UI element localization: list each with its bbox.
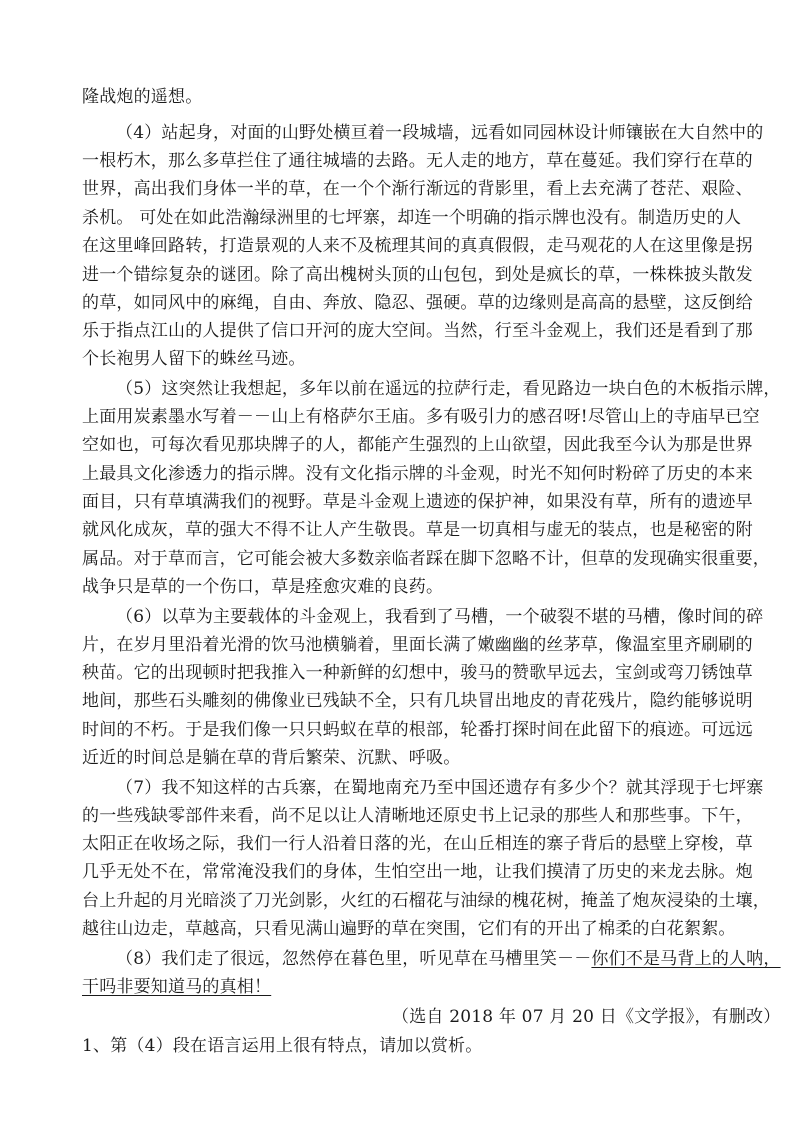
text-line: 上面用炭素墨水写着－－山上有格萨尔王庙。多有吸引力的感召呀!尽管山上的寺庙早已空 (82, 407, 760, 427)
text-line: 战争只是草的一个伤口，草是痊愈灾难的良药。 (82, 577, 444, 597)
text-line: 台上升起的月光暗淡了刀光剑影，火红的石榴花与油绿的槐花树，掩盖了炮灰浸染的土壤， (82, 891, 770, 911)
text-line: 杀机。 可处在如此浩瀚绿洲里的七坪寨，却连一个明确的指示牌也没有。制造历史的人 (82, 208, 742, 228)
underlined-quote-continued: 干吗非要知道马的真相！ (82, 977, 272, 997)
text-line: 空如也，可每次看见那块牌子的人，都能产生强烈的上山欲望，因此我至今认为那是世界 (82, 435, 753, 455)
paragraph-8-prefix: （8）我们走了很远，忽然停在暮色里，听见草在马槽里笑－－ (116, 949, 592, 969)
source-citation: （选自 2018 年 07 月 20 日《文学报》，有删改） (392, 1007, 781, 1027)
paragraph-6-start: （6）以草为主要载体的斗金观上，我看到了马槽，一个破裂不堪的马槽，像时间的碎 (116, 607, 764, 627)
text-line: 时间的不朽。于是我们像一只只蚂蚁在草的根部，轮番打探时间在此留下的痕迹。可远远 (82, 720, 753, 740)
question-1: 1、第（4）段在语言运用上很有特点，请加以赏析。 (82, 1036, 483, 1056)
text-line: 一根朽木，那么多草拦住了通往城墙的去路。无人走的地方，草在蔓延。我们穿行在草的 (82, 151, 753, 171)
text-line: 属品。对于草而言，它可能会被大多数亲临者踩在脚下忽略不计，但草的发现确实很重要， (82, 549, 770, 569)
text-line: 进一个错综复杂的谜团。除了高出槐树头顶的山包包，到处是疯长的草，一株株披头散发 (82, 265, 753, 285)
text-line: 近近的时间总是躺在草的背后繁荣、沉默、呼吸。 (82, 748, 461, 768)
text-line: 秧苗。它的出现顿时把我推入一种新鲜的幻想中，骏马的赞歌早远去，宝剑或弯刀锈蚀草 (82, 663, 753, 683)
text-line: 片，在岁月里沿着光滑的饮马池横躺着，里面长满了嫩幽幽的丝茅草，像温室里齐刷刷的 (82, 635, 753, 655)
text-line: 上最具文化渗透力的指示牌。没有文化指示牌的斗金观，时光不知何时粉碎了历史的本来 (82, 464, 753, 484)
paragraph-4-start: （4）站起身，对面的山野处横亘着一段城墙，远看如同园林设计师镶嵌在大自然中的 (116, 123, 764, 143)
text-line: 太阳正在收场之际，我们一行人沿着日落的光，在山丘相连的寨子背后的悬壁上穿梭，草 (82, 834, 753, 854)
text-line: 隆战炮的遥想。 (82, 87, 203, 107)
text-line: 越往山边走，草越高，只看见满山遍野的草在突围，它们有的开出了棉柔的白花絮絮。 (82, 919, 736, 939)
text-line: 的一些残缺零部件来看，尚不足以让人清晰地还原史书上记录的那些人和那些事。下午， (82, 806, 753, 826)
paragraph-7-start: （7）我不知这样的古兵寨，在蜀地南充乃至中国还遗存有多少个？就其浮现于七坪寨 (116, 778, 764, 798)
text-line: 乐于指点江山的人提供了信口开河的庞大空间。当然，行至斗金观上，我们还是看到了那 (82, 321, 753, 341)
paragraph-8-start (116, 944, 781, 974)
text-line: 世界，高出我们身体一半的草，在一个个渐行渐远的背影里，看上去充满了苍茫、艰险、 (82, 179, 753, 199)
text-line: 地间，那些石头雕刻的佛像业已残缺不全，只有几块冒出地皮的青花残片，隐约能够说明 (82, 691, 753, 711)
text-line: 个长袍男人留下的蛛丝马迹。 (82, 349, 306, 369)
text-line: 就风化成灰，草的强大不得不让人产生敬畏。草是一切真相与虚无的装点，也是秘密的附 (82, 520, 753, 540)
text-line: 在这里峰回路转，打造景观的人来不及梳理其间的真真假假，走马观花的人在这里像是拐 (82, 236, 753, 256)
paragraph-5-start: （5）这突然让我想起，多年以前在遥远的拉萨行走，看见路边一块白色的木板指示牌， (116, 379, 781, 399)
underlined-quote: 你们不是马背上的人呐， (591, 949, 781, 969)
text-line (82, 972, 722, 1002)
text-line: 的草，如同风中的麻绳，自由、奔放、隐忍、强硬。草的边缘则是高高的悬壁，这反倒给 (82, 293, 753, 313)
text-line: 几乎无处不在，常常淹没我们的身体，生怕空出一地，让我们摸清了历史的来龙去脉。炮 (82, 862, 753, 882)
text-line: 面目，只有草填满我们的视野。草是斗金观上遗迹的保护神，如果没有草，所有的遗迹早 (82, 492, 753, 512)
